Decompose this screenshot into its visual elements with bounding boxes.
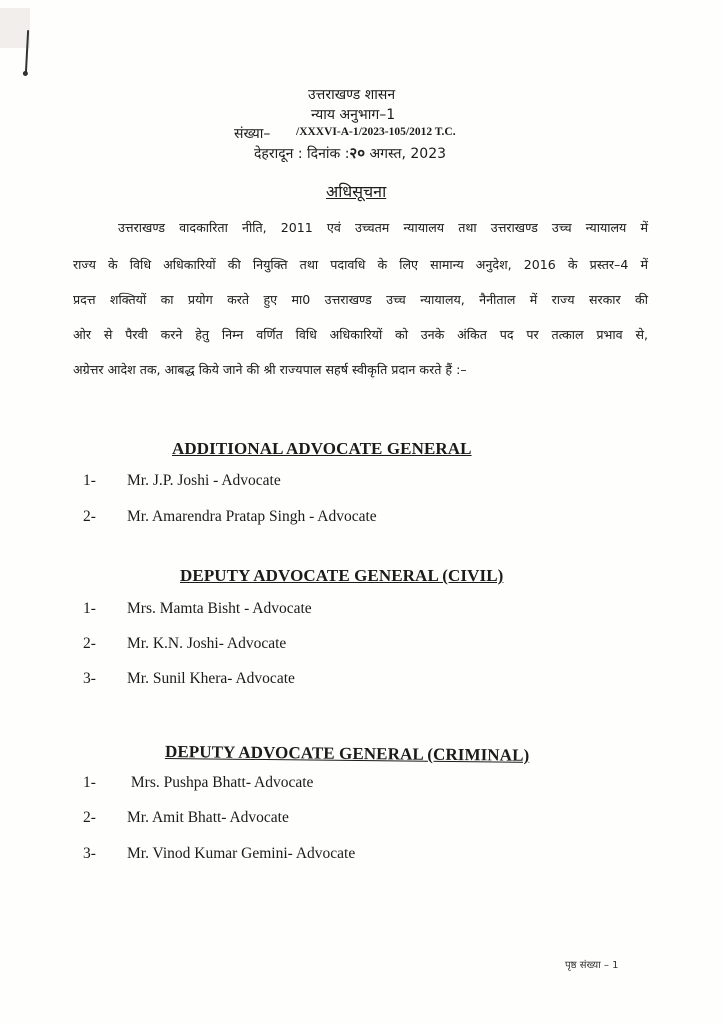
paragraph-line: उत्तराखण्ड वादकारिता नीति, 2011 एवं उच्चतम न्यायालय तथा उत्तराखण्ड उच्च न्यायालय में <box>118 220 648 235</box>
date-suffix: अगस्त, 2023 <box>365 146 447 162</box>
notification-title: अधिसूचना <box>326 182 387 201</box>
item-name: Mr. Sunil Khera- Advocate <box>127 670 295 687</box>
item-name: Mr. Amit Bhatt- Advocate <box>127 809 289 826</box>
item-number: 3- <box>83 670 96 687</box>
paragraph-line: अग्रेत्तर आदेश तक, आबद्ध किये जाने की श्री राज्यपाल सहर्ष स्वीकृति प्रदान करते हैं :– <box>73 362 467 377</box>
item-name: Mr. K.N. Joshi- Advocate <box>127 635 287 652</box>
item-number: 2- <box>83 635 96 652</box>
paragraph-line: राज्य के विधि अधिकारियों की नियुक्ति तथा पदावधि के लिए सामान्य अनुदेश, 2016 के प्रस्तर–4 में <box>73 257 648 272</box>
place-date-line <box>254 143 446 163</box>
item-number: 1- <box>83 472 96 489</box>
paragraph-line: प्रदत्त शक्तियों का प्रयोग करते हुए मा0 उत्तराखण्ड उच्च न्यायालय, नैनीताल में राज्य सरकार की <box>73 292 648 307</box>
item-name: Mr. Vinod Kumar Gemini- Advocate <box>127 845 356 862</box>
section-title-additional-advocate-general: ADDITIONAL ADVOCATE GENERAL <box>172 439 472 458</box>
item-name: Mr. J.P. Joshi - Advocate <box>127 472 281 489</box>
section-heading: न्याय अनुभाग–1 <box>311 107 396 123</box>
item-number: 2- <box>83 508 96 525</box>
page-number: पृष्ठ संख्या – 1 <box>565 960 619 971</box>
section-title-deputy-advocate-general-civil: DEPUTY ADVOCATE GENERAL (CIVIL) <box>180 566 504 585</box>
item-number: 3- <box>83 845 96 862</box>
item-name: Mrs. Mamta Bisht - Advocate <box>127 600 312 617</box>
item-number: 1- <box>83 600 96 617</box>
section-title-deputy-advocate-general-criminal: DEPUTY ADVOCATE GENERAL (CRIMINAL) <box>164 742 530 765</box>
reference-number-value: /XXXVI-A-1/2023-105/2012 T.C. <box>296 126 456 138</box>
item-name: Mr. Amarendra Pratap Singh - Advocate <box>127 508 377 525</box>
paragraph-line: ओर से पैरवी करने हेतु निम्न वर्णित विधि अधिकारियों को उनके अंकित पद पर तत्काल प्रभाव से, <box>73 327 648 342</box>
department-heading: उत्तराखण्ड शासन <box>308 87 396 103</box>
item-name: Mrs. Pushpa Bhatt- Advocate <box>127 774 314 791</box>
item-number: 2- <box>83 809 96 826</box>
handwritten-date-day: २० <box>349 144 366 162</box>
date-prefix: देहरादून : दिनांक : <box>254 146 350 162</box>
item-number: 1- <box>83 774 96 791</box>
reference-number-label: संख्या– <box>234 126 271 142</box>
